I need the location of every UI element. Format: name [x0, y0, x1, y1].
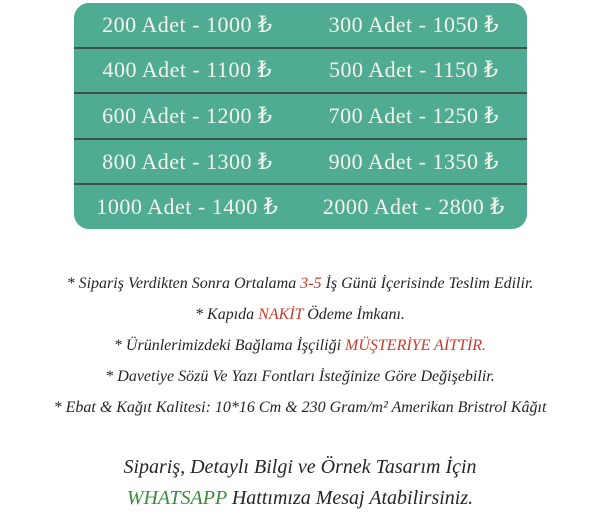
note-text: * Sipariş Verdikten Sonra Ortalama	[66, 275, 301, 292]
footer-section	[0, 452, 600, 514]
note-highlight: NAKİT	[258, 306, 304, 323]
price-cell: 2000 Adet - 2800 ₺	[322, 194, 505, 220]
footer-text: Hattımıza Mesaj Atabilirsiniz.	[226, 487, 474, 509]
note-payment	[0, 299, 600, 330]
note-labor	[0, 330, 600, 361]
price-row	[74, 138, 527, 184]
note-fonts	[0, 361, 600, 392]
note-delivery	[0, 268, 600, 299]
price-cell: 900 Adet - 1350 ₺	[328, 148, 499, 174]
price-cell: 500 Adet - 1150 ₺	[328, 57, 499, 83]
price-row	[74, 92, 527, 138]
note-text: * Kapıda	[195, 306, 259, 323]
price-cell: 700 Adet - 1250 ₺	[328, 102, 499, 128]
price-cell: 200 Adet - 1000 ₺	[102, 11, 273, 37]
note-text: * Ebat & Kağıt Kalitesi: 10*16 Cm & 230 Gram/m² Amerikan Bristrol Kâğıt	[53, 399, 547, 416]
note-highlight: MÜŞTERİYE AİTTİR.	[345, 337, 487, 354]
note-paper	[0, 392, 600, 423]
footer-line-2	[0, 483, 600, 514]
price-cell: 300 Adet - 1050 ₺	[328, 11, 499, 37]
price-cell: 400 Adet - 1100 ₺	[102, 57, 273, 83]
note-text: İş Günü İçerisinde Teslim Edilir.	[321, 275, 534, 292]
footer-line-1: Sipariş, Detaylı Bilgi ve Örnek Tasarım İçin	[123, 456, 477, 478]
price-row	[74, 183, 527, 229]
price-cell: 1000 Adet - 1400 ₺	[96, 194, 279, 220]
whatsapp-highlight: WHATSAPP	[126, 487, 227, 509]
price-table	[74, 3, 527, 229]
note-text: * Davetiye Sözü Ve Yazı Fontları İsteğinize Göre Değişebilir.	[105, 368, 495, 385]
note-text: Ödeme İmkanı.	[303, 306, 405, 323]
price-cell: 600 Adet - 1200 ₺	[102, 102, 273, 128]
price-cell: 800 Adet - 1300 ₺	[102, 148, 273, 174]
price-row	[74, 3, 527, 47]
price-row	[74, 47, 527, 93]
notes-section	[0, 268, 600, 423]
note-highlight: 3-5	[300, 275, 322, 292]
note-text: * Ürünlerimizdeki Bağlama İşçiliği	[113, 337, 346, 354]
